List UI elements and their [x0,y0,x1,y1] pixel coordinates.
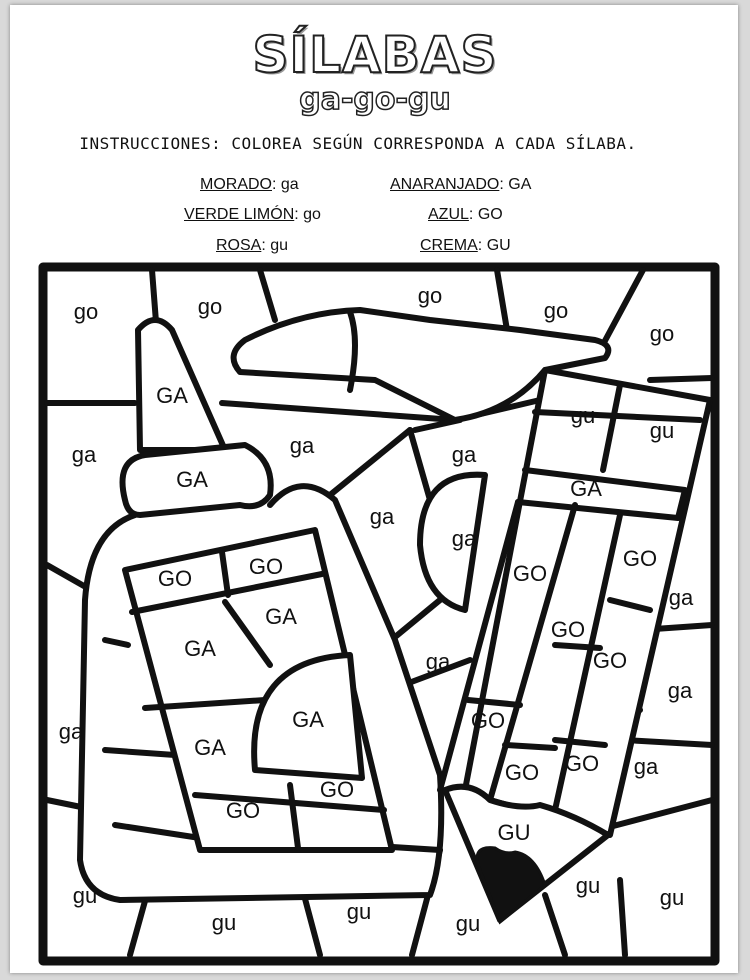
bg-line [545,895,565,955]
syllable-region: GO [157,565,193,591]
syllable-region: GA [176,466,208,492]
syllable-region: GO [248,553,284,579]
syllable-region: GA [292,706,324,732]
syllable-region: ga [369,503,395,529]
syllable-region: ga [451,441,477,467]
syllable-region: GO [512,560,548,586]
legend-separator: : [261,237,266,254]
syllable-region: gu [649,417,675,443]
bg-line [330,430,410,495]
syllable-region: GO [319,776,355,802]
legend-color-name: ANARANJADO [390,176,500,193]
legend-separator: : [499,176,504,193]
legend-color-name: MORADO [200,176,272,193]
syllable-region: ga [289,432,315,458]
legend-syllable: GA [508,176,532,193]
syllable-region: GA [156,382,188,408]
syllable-region: gu [72,882,98,908]
bg-line [625,740,712,745]
legend-color-name: ROSA [216,237,262,254]
worksheet-subtitle: ga-go-gu [299,82,451,117]
syllable-region: go [73,298,99,324]
pencil-line [505,745,555,748]
syllable-region: GA [570,475,602,501]
syllable-region: ga [71,441,97,467]
bg-line [620,880,625,955]
legend-separator: : [294,206,299,223]
syllable-region: GA [265,603,297,629]
syllable-region: go [197,293,223,319]
syllable-region: GO [564,750,600,776]
syllable-region: GO [622,545,658,571]
syllable-region: GA [194,734,226,760]
instructions-text: INSTRUCCIONES: COLOREA SEGÚN CORRESPONDA A CADA SÍLABA. [79,134,637,153]
syllable-region: gu [211,909,237,935]
bg-line [600,270,643,350]
syllable-region: gu [570,402,596,428]
syllable-region: ga [425,648,451,674]
worksheet-title: SÍLABAS [252,26,498,84]
legend-color-name: CREMA [420,237,478,254]
syllable-region: ga [633,753,659,779]
syllable-region: GU [497,819,531,845]
legend-separator: : [272,176,277,193]
bg-line [650,378,712,380]
syllable-region: gu [659,884,685,910]
bg-line [410,430,430,500]
syllable-region: GA [184,635,216,661]
syllable-region: ga [58,718,84,744]
syllable-region: GO [470,707,506,733]
legend-syllable: go [303,206,321,223]
legend-syllable: GO [477,206,503,223]
syllable-region: gu [455,910,481,936]
bg-line [260,270,275,320]
legend-color-name: VERDE LIMÓN [184,206,295,223]
syllable-region: go [649,320,675,346]
legend-color-name: AZUL [428,206,469,223]
picture-outlines [43,267,715,961]
syllable-region: go [543,297,569,323]
syllable-region: ga [451,525,477,551]
syllable-region: GO [225,797,261,823]
syllable-region: gu [575,872,601,898]
syllable-region: GO [504,759,540,785]
legend-syllable: gu [270,237,289,254]
legend-syllable: ga [280,176,299,193]
legend-syllable: GU [486,237,511,254]
syllable-region: GO [592,647,628,673]
syllable-region: go [417,282,443,308]
syllable-region: GO [550,616,586,642]
legend-separator: : [477,237,483,254]
syllable-region: gu [346,898,372,924]
legend-separator: : [468,206,474,223]
syllable-region: ga [667,677,693,703]
syllable-region: ga [668,584,694,610]
